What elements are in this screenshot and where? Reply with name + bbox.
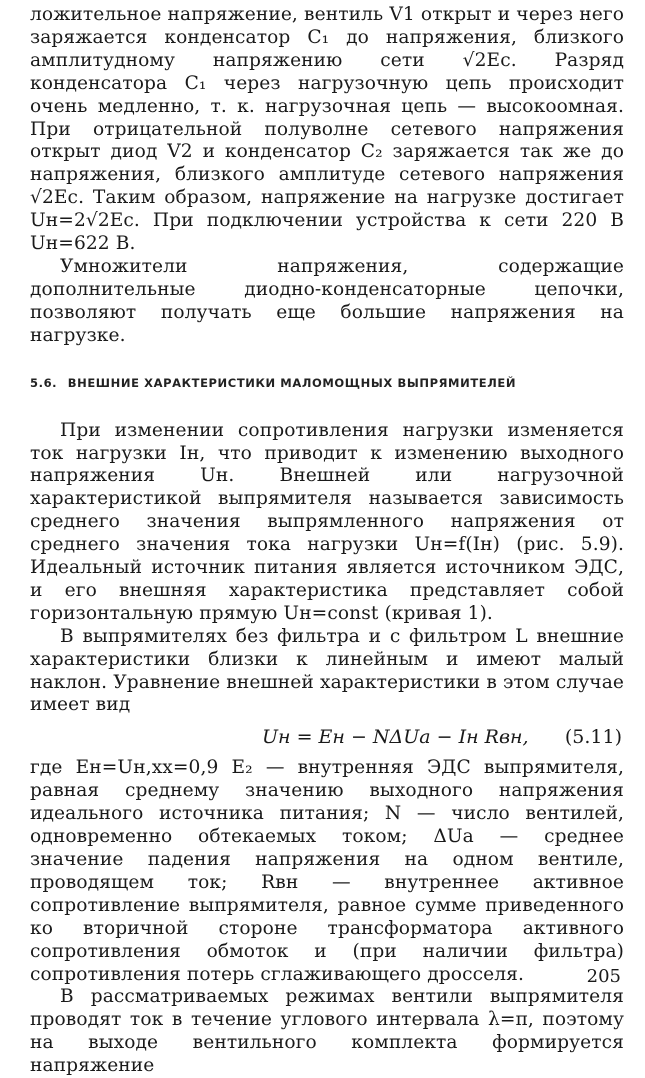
paragraph-filter-rectifiers: В выпрямителях без фильтра и с фильтром L внешние характеристики близки к линейным и имеют малый наклон. Уравнение внешней характеристики в этом случае имеет вид xyxy=(30,625,624,716)
section-number: 5.6. xyxy=(30,375,58,390)
equation-number: (5.11) xyxy=(564,726,622,749)
paragraph-conduction-interval: В рассматриваемых режимах вентили выпрямителя проводят ток в течение углового интервала λ=π, поэтому на выходе вентильного комплекта формируется напряжение xyxy=(30,986,624,1077)
page-number: 205 xyxy=(586,966,621,987)
book-page xyxy=(30,4,624,1078)
paragraph-external-characteristic: При изменении сопротивления нагрузки изменяется ток нагрузки Iн, что приводит к изменению выходного напряжения Uн. Внешней или нагрузочной характеристикой выпрямителя называется зависимость среднего значения выпрямленного напряжения от среднего значения тока нагрузки Uн=f(Iн) (рис. 5.9). Идеальный источник питания является источником ЭДС, и его внешняя характеристика представляет собой горизонтальную прямую Uн=const (кривая 1). xyxy=(30,419,624,624)
paragraph-voltage-multipliers: Умножители напряжения, содержащие дополнительные диодно-конденсаторные цепочки, позволяют получать еще большие напряжения на нагрузке. xyxy=(30,255,624,346)
equation-5-11 xyxy=(30,717,624,757)
paragraph-rectifier-doubler: ложительное напряжение, вентиль V1 открыт и через него заряжается конденсатор C₁ до напряжения, близкого амплитудному напряжению сети √2Eс. Разряд конденсатора C₁ через нагрузочную цепь происходит очень медленно, т. к. нагрузочная цепь — высокоомная. При отрицательной полуволне сетевого напряжения открыт диод V2 и конденсатор C₂ заряжается так же до напряжения, близкого амплитуде сетевого напряжения √2Eс. Таким образом, напряжение на нагрузке достигает Uн=2√2Eс. При подключении устройства к сети 220 В Uн=622 В. xyxy=(30,4,624,255)
equation-formula: Uн = Eн − NΔUа − Iн Rвн, xyxy=(262,726,529,749)
section-heading xyxy=(30,374,624,392)
section-title: ВНЕШНИЕ ХАРАКТЕРИСТИКИ МАЛОМОЩНЫХ ВЫПРЯМИТЕЛЕЙ xyxy=(67,375,517,390)
paragraph-variable-definitions: где Eн=Uн,хх=0,9 E₂ — внутренняя ЭДС выпрямителя, равная среднему значению выходного напряжения идеального источника питания; N — число вентилей, одновременно обтекаемых током; ΔUа — среднее значение падения напряжения на одном вентиле, проводящем ток; Rвн — внутреннее активное сопротивление выпрямителя, равное сумме приведенного ко вторичной стороне трансформатора активного сопротивления обмоток и (при наличии фильтра) сопротивления потерь сглаживающего дросселя. xyxy=(30,757,624,985)
